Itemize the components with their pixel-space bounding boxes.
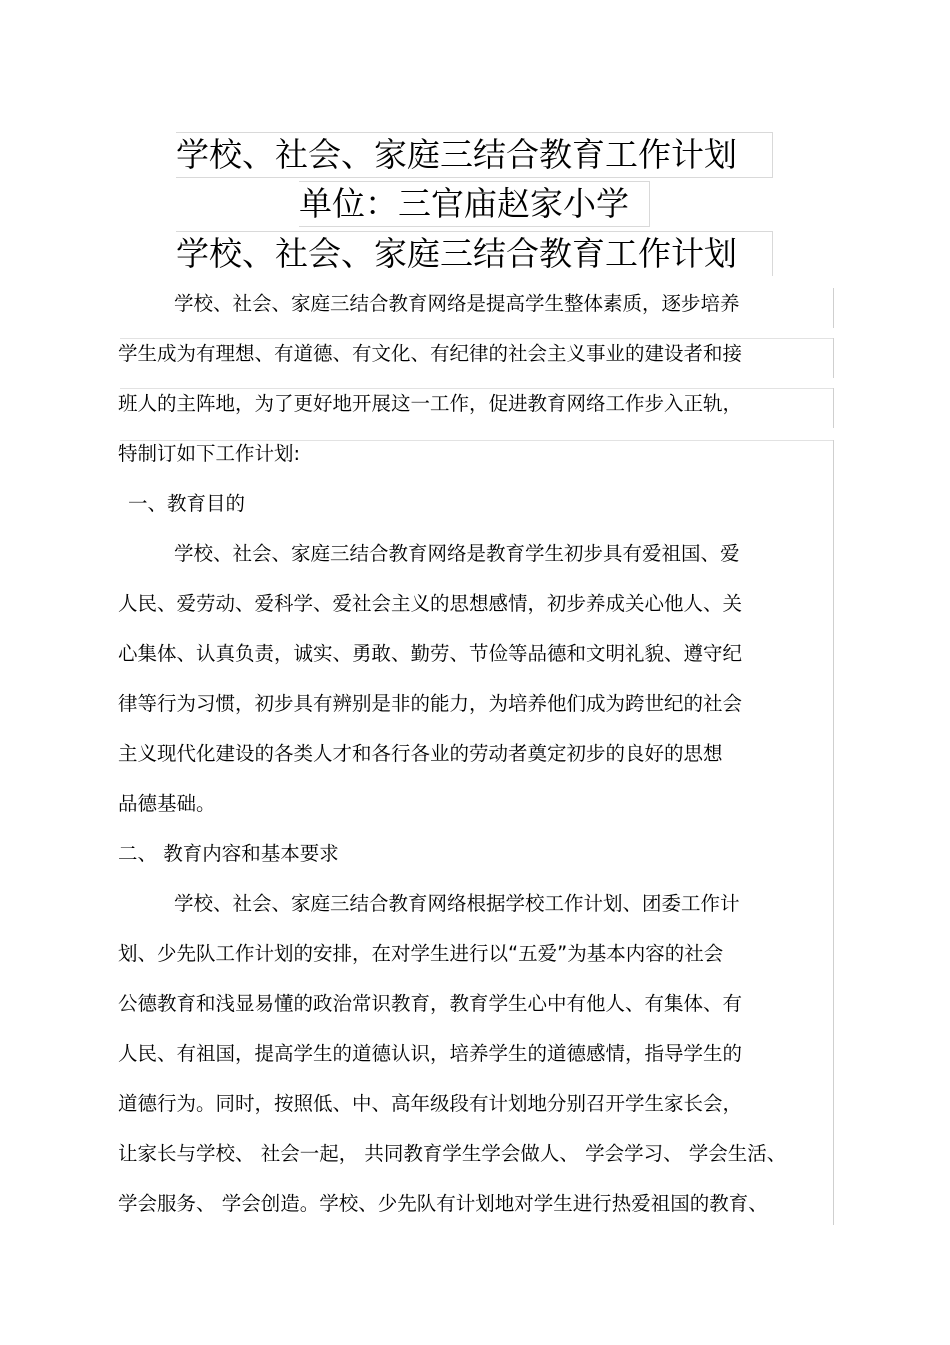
- paragraph-line: 公德教育和浅显易懂的政治常识教育，教育学生心中有他人、有集体、有: [118, 992, 743, 1015]
- paragraph-line: 律等行为习惯，初步具有辨别是非的能力，为培养他们成为跨世纪的社会: [118, 692, 743, 715]
- page-rule: [833, 440, 834, 1225]
- page-rule: [833, 388, 834, 428]
- paragraph-line: 主义现代化建设的各类人才和各行各业的劳动者奠定初步的良好的思想: [118, 742, 723, 765]
- paragraph-line: 人民、爱劳动、爱科学、爱社会主义的思想感情，初步养成关心他人、关: [118, 592, 743, 615]
- paragraph-line: 人民、有祖国，提高学生的道德认识，培养学生的道德感情，指导学生的: [118, 1042, 743, 1065]
- paragraph-line: 道德行为。同时，按照低、中、高年级段有计划地分别召开学生家长会，: [118, 1092, 743, 1115]
- document-title-repeat: 学校、社会、家庭三结合教育工作计划: [176, 231, 773, 276]
- section-heading: 一、教育目的: [128, 492, 246, 515]
- paragraph-line: 品德基础。: [118, 792, 216, 815]
- page-rule: [120, 338, 833, 339]
- page-rule: [120, 388, 833, 389]
- paragraph-line: 划、少先队工作计划的安排，在对学生进行以“五爱”为基本内容的社会: [118, 942, 724, 965]
- paragraph-line: 让家长与学校、 社会一起， 共同教育学生学会做人、 学会学习、 学会生活、: [118, 1142, 787, 1165]
- paragraph-line: 学会服务、 学会创造。学校、少先队有计划地对学生进行热爱祖国的教育、: [118, 1192, 768, 1215]
- paragraph-line: 学生成为有理想、有道德、有文化、有纪律的社会主义事业的建设者和接: [118, 342, 743, 365]
- paragraph-line: 学校、社会、家庭三结合教育网络是教育学生初步具有爱祖国、爱: [174, 542, 740, 565]
- section-heading: 二、 教育内容和基本要求: [118, 842, 339, 865]
- paragraph-line: 心集体、认真负责，诚实、勇敢、勤劳、节俭等品德和文明礼貌、遵守纪: [118, 642, 743, 665]
- paragraph-line: 班人的主阵地，为了更好地开展这一工作，促进教育网络工作步入正轨，: [118, 392, 743, 415]
- document-title: 学校、社会、家庭三结合教育工作计划: [176, 132, 773, 178]
- paragraph-line: 特制订如下工作计划:: [118, 442, 301, 465]
- page-rule: [833, 288, 834, 328]
- unit-line: 单位：三官庙赵家小学: [299, 181, 650, 227]
- paragraph-line: 学校、社会、家庭三结合教育网络是提高学生整体素质，逐步培养: [174, 292, 740, 315]
- page-rule: [833, 338, 834, 378]
- paragraph-line: 学校、社会、家庭三结合教育网络根据学校工作计划、团委工作计: [174, 892, 740, 915]
